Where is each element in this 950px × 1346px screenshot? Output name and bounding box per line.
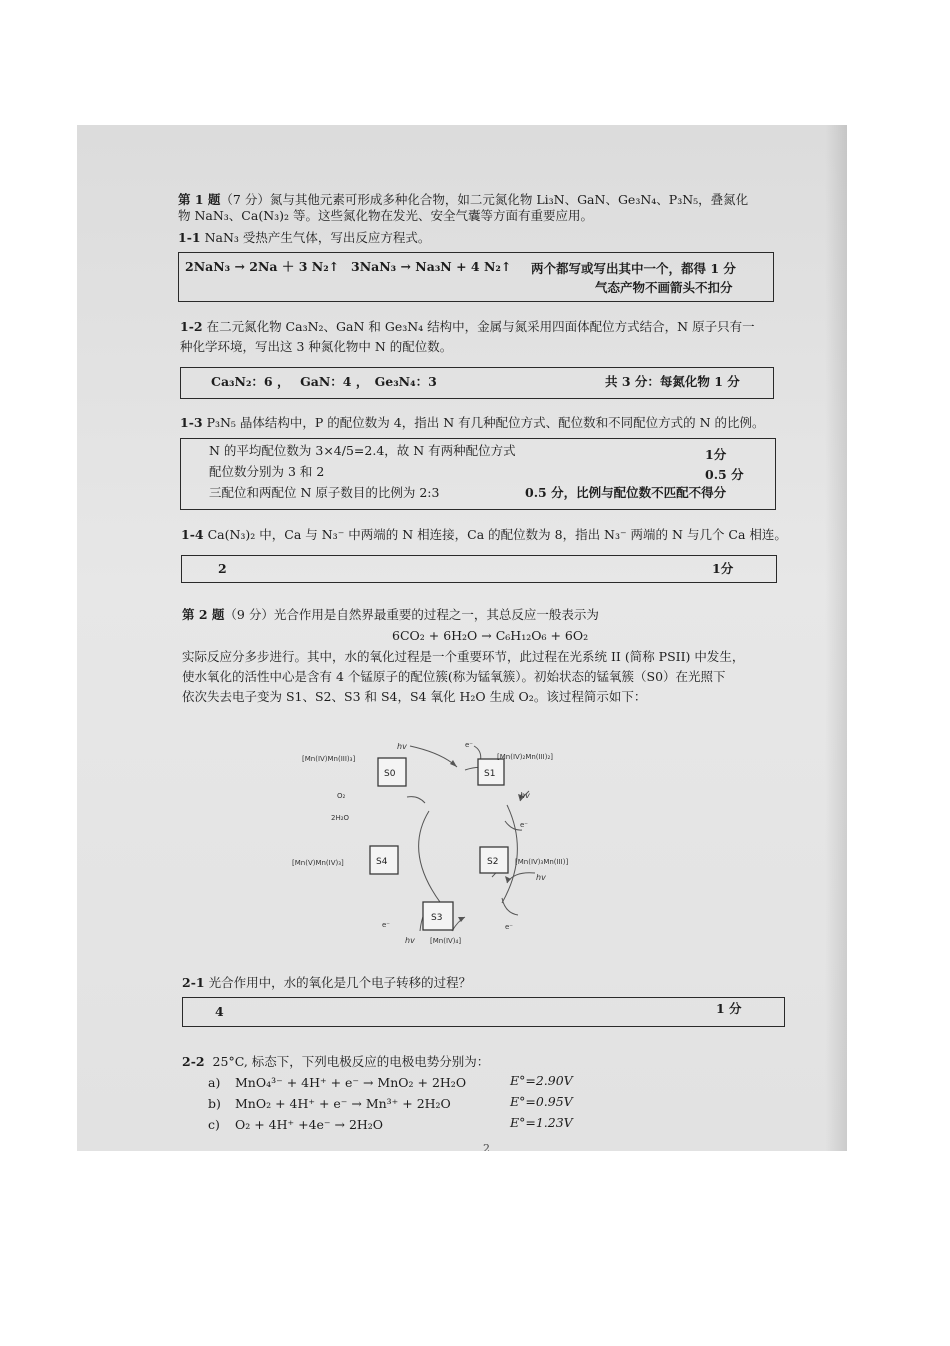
q2-2-question-text: 25°C, 标态下，下列电极反应的电极电势分别为：	[212, 1054, 490, 1069]
q2-paragraph-line2: 使水氧化的活性中心是含有 4 个锰原子的配位簇(称为锰氧簇）。初始状态的锰氧簇（S0）在光照下	[182, 669, 726, 684]
reaction-b-potential: E°=0.95V	[510, 1094, 573, 1109]
q1-4-answer-box	[181, 555, 777, 583]
q2-points: （9 分）	[224, 607, 274, 622]
reaction-a-label: a)	[208, 1075, 221, 1090]
label-s2: [Mn(IV)₃Mn(III)]	[515, 858, 569, 866]
q1-4-number: 1-4	[181, 527, 204, 542]
o2-release-arrow	[407, 797, 425, 803]
q1-3-answer-line3: 三配位和两配位 N 原子数目的比例为 2:3	[209, 485, 440, 500]
q1-3-answer-box	[180, 438, 776, 510]
arrowhead-3	[505, 876, 511, 883]
reaction-c-equation: O₂ + 4H⁺ +4e⁻ → 2H₂O	[235, 1117, 384, 1132]
q2-heading: 第 2 题	[182, 607, 225, 622]
q1-3-score2: 0.5 分	[705, 467, 744, 482]
water-label: 2H₂O	[331, 814, 350, 822]
q2-1-answer: 4	[215, 1004, 224, 1019]
electron-arrow-s2-s3	[502, 898, 518, 915]
q2-overall-equation: 6CO₂ + 6H₂O → C₆H₁₂O₆ + 6O₂	[392, 628, 589, 643]
kok-cycle-diagram	[292, 733, 622, 958]
q1-1-question-text: NaN₃ 受热产生气体，写出反应方程式。	[204, 230, 431, 245]
q2-1-question-text: 光合作用中，水的氧化是几个电子转移的过程？	[208, 975, 472, 990]
q1-1-question	[178, 228, 430, 248]
q1-intro-line2: 物 NaN₃、Ca(N₃)₂ 等。这些氮化物在发光、安全气囊等方面有重要应用。	[178, 208, 594, 223]
q1-3-answer-line1: N 的平均配位数为 3×4/5=2.4，故 N 有两种配位方式	[209, 443, 516, 458]
label-s0: [Mn(IV)Mn(III)₃]	[302, 755, 356, 763]
label-s1: [Mn(IV)₂Mn(III)₂]	[497, 753, 553, 761]
reaction-b-equation: MnO₂ + 4H⁺ + e⁻ → Mn³⁺ + 2H₂O	[235, 1096, 451, 1111]
q1-1-equation-2: 3NaN₃ → Na₃N + 4 N₂↑	[351, 259, 512, 274]
q2-2-question	[182, 1052, 489, 1072]
label-s4: [Mn(V)Mn(IV)₃]	[292, 859, 344, 867]
q1-2-question-text: 在二元氮化物 Ca₃N₂、GaN 和 Ge₃N₄ 结构中，金属与氮采用四面体配位方式结合，N 原子只有一	[206, 319, 755, 334]
electron-label-2: e⁻	[520, 821, 529, 829]
q2-intro	[182, 605, 599, 625]
q1-2-answer: Ca₃N₂：6 ， GaN：4 ， Ge₃N₄：3	[211, 374, 437, 389]
q2-1-score: 1 分	[716, 1001, 742, 1016]
q1-3-score1: 1分	[705, 447, 727, 462]
label-s3: [Mn(IV)₄]	[430, 937, 462, 945]
q1-2-number: 1-2	[180, 319, 203, 334]
q1-points: （7 分）	[220, 192, 270, 207]
q2-intro-text: 光合作用是自然界最重要的过程之一，其总反应一般表示为	[273, 607, 599, 622]
reaction-c-potential: E°=1.23V	[510, 1115, 573, 1130]
q1-3-question-text: P₃N₅ 晶体结构中，P 的配位数为 4，指出 N 有几种配位方式、配位数和不同配位方式的 N 的比例。	[206, 415, 765, 430]
state-s1: S1	[484, 769, 496, 779]
reaction-b-label: b)	[208, 1096, 221, 1111]
q1-3-number: 1-3	[180, 415, 203, 430]
reaction-a-equation: MnO₄³⁻ + 4H⁺ + e⁻ → MnO₂ + 2H₂O	[235, 1075, 467, 1090]
q1-4-question-text: Ca(N₃)₂ 中，Ca 与 N₃⁻ 中两端的 N 相连接，Ca 的配位数为 8，指出 N₃⁻ 两端的 N 与几个 Ca 相连。	[207, 527, 787, 542]
page-number: 2	[483, 1142, 490, 1151]
q2-1-question	[182, 973, 471, 993]
state-s2: S2	[487, 857, 499, 867]
hv-label-4: hv	[405, 936, 415, 945]
reaction-c-label: c)	[208, 1117, 220, 1132]
hv-arrow-s0-s1	[410, 746, 457, 767]
q1-2-question-line1	[180, 317, 755, 337]
state-s3: S3	[431, 913, 443, 923]
q1-2-question-line2: 种化学环境，写出这 3 种氮化物中 N 的配位数。	[180, 339, 453, 354]
q2-1-number: 2-1	[182, 975, 205, 990]
q2-paragraph-line1: 实际反应分多步进行。其中，水的氧化过程是一个重要环节，此过程在光系统 II (简称 PSII) 中发生，	[182, 649, 745, 664]
q1-1-scoring-note-1: 两个都写或写出其中一个，都得 1 分	[531, 261, 736, 276]
q1-1-equation-1: 2NaN₃ → 2Na ＋ 3 N₂↑	[185, 259, 340, 274]
state-s0: S0	[384, 769, 396, 779]
q1-1-answer-box	[178, 252, 774, 302]
q1-1-number: 1-1	[178, 230, 201, 245]
q1-4-question	[181, 525, 787, 545]
q2-1-answer-box	[182, 997, 785, 1027]
electron-label-4: e⁻	[382, 921, 391, 929]
state-s4: S4	[376, 857, 388, 867]
q1-heading: 第 1 题	[178, 192, 221, 207]
q1-2-score: 共 3 分：每氮化物 1 分	[605, 374, 740, 389]
electron-label-1: e⁻	[465, 741, 474, 749]
cycle-arc-s0-s4-s3	[419, 811, 452, 917]
q1-4-score: 1分	[712, 561, 734, 576]
photographed-exam-page	[77, 125, 847, 1151]
q1-3-answer-line2: 配位数分别为 3 和 2	[209, 464, 325, 479]
arrowhead-1	[450, 760, 457, 767]
q1-intro-text: 氮与其他元素可形成多种化合物，如二元氮化物 Li₃N、GaN、Ge₃N₄、P₃N₅，叠氮化	[269, 192, 749, 207]
q2-paragraph-line3: 依次失去电子变为 S1、S2、S3 和 S4，S4 氧化 H₂O 生成 O₂。该过程简示如下：	[182, 689, 647, 704]
q1-1-scoring-note-2: 气态产物不画箭头不扣分	[595, 280, 733, 295]
q1-4-answer: 2	[218, 561, 227, 576]
electron-label-3: e⁻	[505, 923, 514, 931]
q1-3-question	[180, 413, 765, 433]
q2-2-number: 2-2	[182, 1054, 205, 1069]
reaction-a-potential: E°=2.90V	[510, 1073, 573, 1088]
q1-3-score3: 0.5 分，比例与配位数不匹配不得分	[525, 485, 727, 500]
q1-2-answer-box	[180, 367, 774, 399]
hv-label-3: hv	[536, 873, 546, 882]
o2-label: O₂	[337, 792, 346, 800]
hv-label-2: hv	[520, 791, 530, 800]
hv-label-1: hv	[397, 742, 407, 751]
